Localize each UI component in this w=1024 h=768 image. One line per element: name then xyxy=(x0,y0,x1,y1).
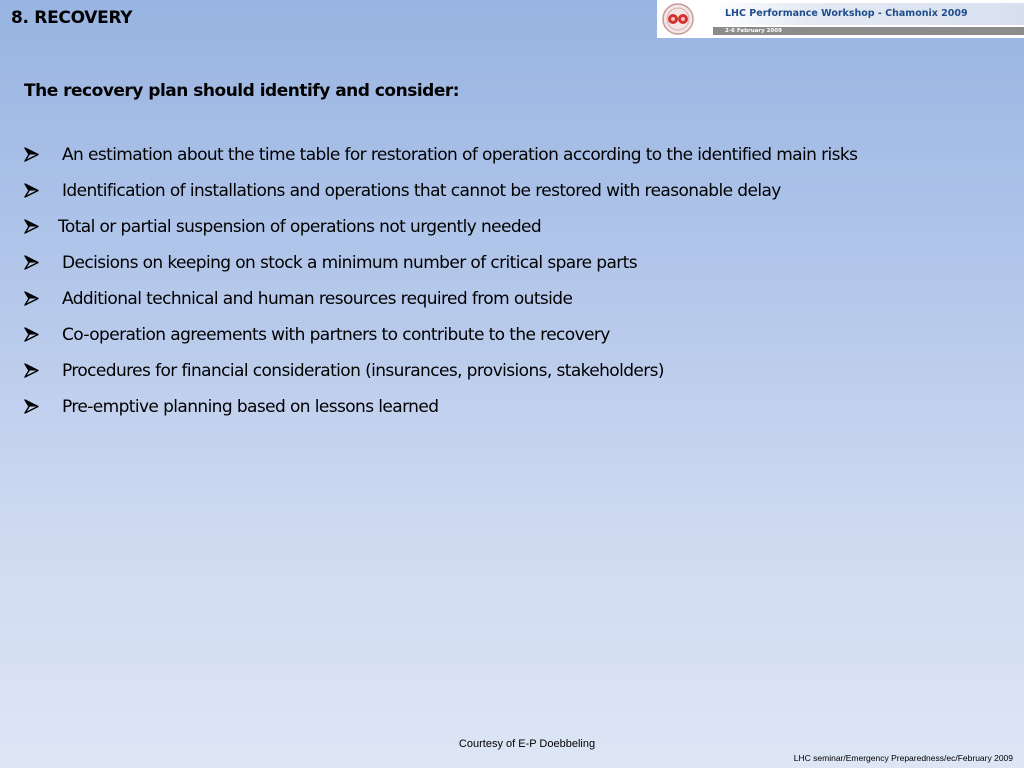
arrow-bullet-icon xyxy=(24,399,39,414)
section-heading: The recovery plan should identify and consider: xyxy=(24,81,460,101)
banner-date: 2-6 February 2009 xyxy=(725,28,782,34)
slide-title: 8. RECOVERY xyxy=(11,8,133,28)
arrow-bullet-icon xyxy=(24,255,39,270)
banner-title: LHC Performance Workshop - Chamonix 2009 xyxy=(725,8,968,19)
bullet-text: An estimation about the time table for restoration of operation according to the identified main risks xyxy=(62,145,858,165)
bullet-text: Pre-emptive planning based on lessons learned xyxy=(62,397,439,417)
bullet-text: Procedures for financial consideration (insurances, provisions, stakeholders) xyxy=(62,361,664,381)
arrow-bullet-icon xyxy=(24,291,39,306)
bullet-text: Identification of installations and operations that cannot be restored with reasonable delay xyxy=(62,181,781,201)
bullet-text: Additional technical and human resources required from outside xyxy=(62,289,573,309)
arrow-bullet-icon xyxy=(24,327,39,342)
workshop-banner xyxy=(657,0,1024,38)
arrow-bullet-icon xyxy=(24,183,39,198)
arrow-bullet-icon xyxy=(24,147,39,162)
footer-reference: LHC seminar/Emergency Preparedness/ec/February 2009 xyxy=(793,753,1013,763)
bullet-text: Total or partial suspension of operations not urgently needed xyxy=(58,217,542,237)
arrow-bullet-icon xyxy=(24,363,39,378)
lhc-logo-icon xyxy=(659,2,697,36)
bullet-text: Decisions on keeping on stock a minimum number of critical spare parts xyxy=(62,253,637,273)
bullet-text: Co-operation agreements with partners to contribute to the recovery xyxy=(62,325,610,345)
courtesy-note: Courtesy of E-P Doebbeling xyxy=(458,738,596,750)
arrow-bullet-icon xyxy=(24,219,39,234)
